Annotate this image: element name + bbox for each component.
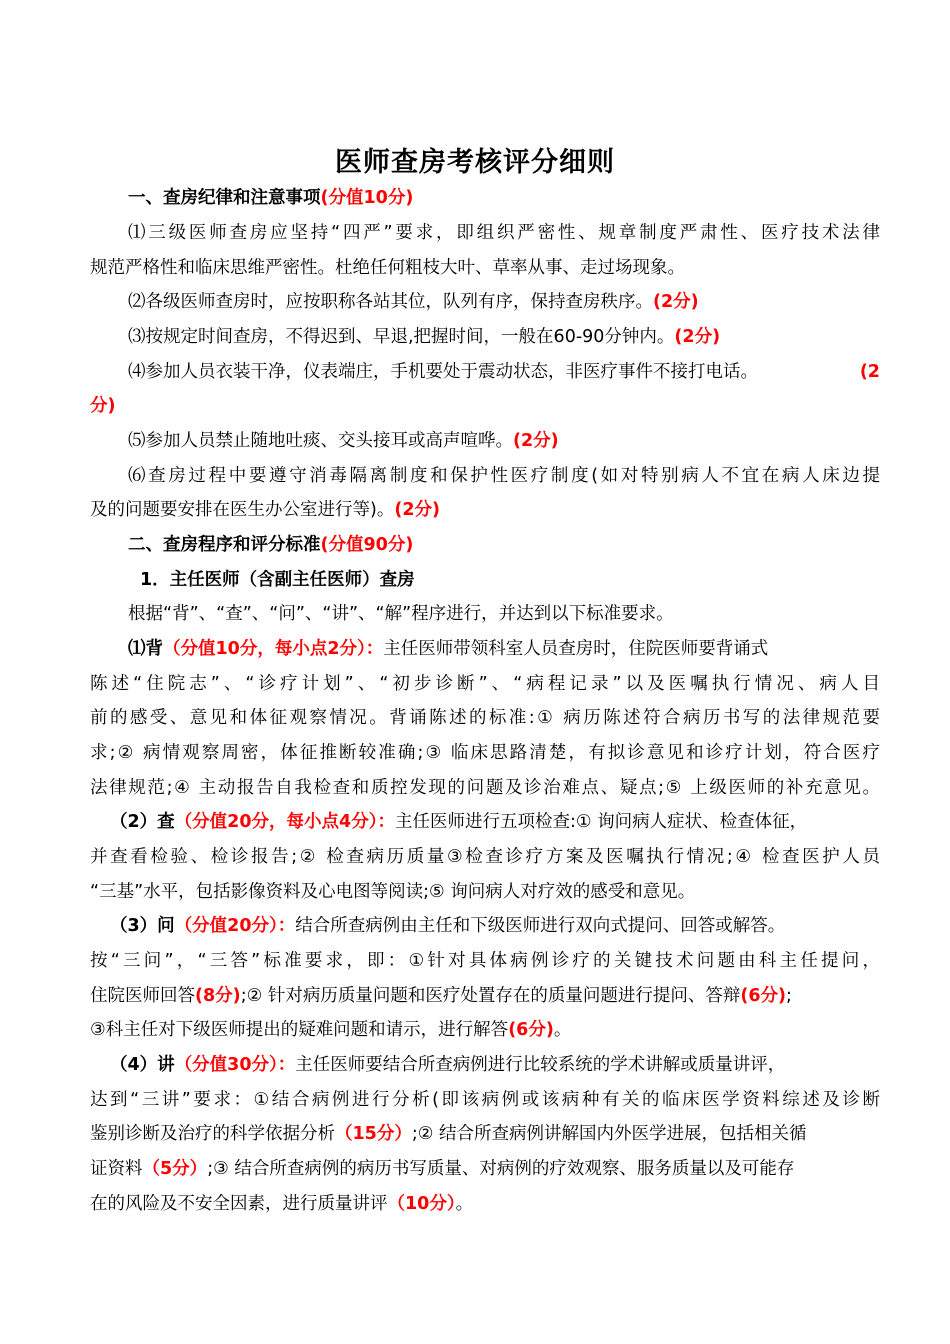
paragraph-text: 住院医师回答 bbox=[90, 986, 195, 1006]
item-label: （2）查 bbox=[110, 812, 175, 832]
paragraph-text: ⑶按规定时间查房，不得迟到、早退,把握时间，一般在60-90分钟内。 bbox=[128, 327, 675, 347]
score-text: （分值30分）： bbox=[174, 1055, 296, 1075]
paragraph-line: 达到“三讲”要求：①结合病例进行分析(即该病例或该病种有关的临床医学资料综述及诊断 bbox=[90, 1090, 880, 1110]
paragraph-line: ⑹查房过程中要遵守消毒隔离制度和保护性医疗制度(如对特别病人不宜在病人床边提 bbox=[128, 466, 880, 486]
score-text: (2 bbox=[859, 362, 880, 382]
item-label: （3）问 bbox=[110, 916, 175, 936]
paragraph-line: “三基”水平，包括影像资料及心电图等阅读;⑤ 询问病人对疗效的感受和意见。 bbox=[90, 882, 696, 902]
paragraph-line bbox=[110, 1053, 900, 1077]
paragraph-text: 主任医师进行五项检查:① 询问病人症状、检查体征， bbox=[394, 812, 808, 832]
score-text: (6分) bbox=[508, 1020, 554, 1040]
page-title: 医师查房考核评分细则 bbox=[335, 147, 615, 178]
paragraph-line bbox=[90, 1192, 880, 1216]
paragraph-line: 按“三问”，“三答”标准要求，即：①针对具体病例诊疗的关键技术问题由科主任提问， bbox=[90, 951, 880, 971]
paragraph-line bbox=[90, 1157, 880, 1181]
paragraph-line bbox=[128, 429, 918, 453]
score-text: (2分) bbox=[394, 500, 441, 520]
paragraph-line bbox=[128, 325, 918, 349]
paragraph-line: ⑴三级医师查房应坚持“四严”要求，即组织严密性、规章制度严肃性、医疗技术法律 bbox=[128, 223, 880, 243]
paragraph-text: 主任医师要结合所查病例进行比较系统的学术讲解或质量讲评， bbox=[295, 1055, 786, 1075]
paragraph-line bbox=[90, 984, 880, 1008]
score-text: (2分) bbox=[653, 292, 699, 312]
paragraph-line bbox=[128, 637, 918, 661]
paragraph-line bbox=[128, 290, 918, 314]
paragraph-line bbox=[128, 360, 880, 384]
score-text: (8分) bbox=[195, 986, 241, 1006]
score-text: (2分) bbox=[674, 327, 721, 347]
subsection-heading: 1．主任医师（含副主任医师）查房 bbox=[140, 570, 415, 590]
paragraph-text: ; bbox=[786, 986, 792, 1006]
section-heading-text: 一、查房纪律和注意事项 bbox=[128, 188, 321, 208]
score-text: （5分） bbox=[142, 1159, 208, 1179]
paragraph-text: 结合所查病例由主任和下级医师进行双向式提问、回答或解答。 bbox=[295, 916, 786, 936]
paragraph-text: ⑷参加人员衣装干净，仪表端庄，手机要处于震动状态，非医疗事件不接打电话。 bbox=[128, 362, 758, 382]
paragraph-line: 陈述“住院志”、“诊疗计划”、“初步诊断”、“病程记录”以及医嘱执行情况、病人目 bbox=[90, 674, 880, 694]
score-text: （分值20分）： bbox=[174, 916, 296, 936]
score-text: 分) bbox=[90, 396, 116, 416]
score-text: （分值10分，每小点2分）： bbox=[163, 639, 384, 659]
paragraph-text: 主任医师带领科室人员查房时，住院医师要背诵式 bbox=[383, 639, 769, 659]
paragraph-text: ⑵各级医师查房时，应按职称各站其位，队列有序，保持查房秩序。 bbox=[128, 292, 653, 312]
section-heading-text: 二、查房程序和评分标准 bbox=[128, 535, 321, 555]
paragraph-text: ;③ 结合所查病例的病历书写质量、对病例的疗效观察、服务质量以及可能存 bbox=[207, 1159, 795, 1179]
score-text: (6分) bbox=[740, 986, 787, 1006]
paragraph-line: 规范严格性和临床思维严密性。杜绝任何粗枝大叶、草率从事、走过场现象。 bbox=[90, 258, 685, 278]
section-1-heading bbox=[128, 186, 918, 210]
paragraph-text: ③科主任对下级医师提出的疑难问题和请示，进行解答 bbox=[90, 1020, 509, 1040]
section-2-heading bbox=[128, 533, 918, 557]
paragraph-line bbox=[110, 914, 900, 938]
paragraph-text: ;② 结合所查病例讲解国内外医学进展，包括相关循 bbox=[411, 1124, 807, 1144]
paragraph-line: 前的感受、意见和体征观察情况。背诵陈述的标准:① 病历陈述符合病历书写的法律规范要 bbox=[90, 708, 880, 728]
paragraph-text: ;② 针对病历质量问题和医疗处置存在的质量问题进行提问、答辩 bbox=[240, 986, 741, 1006]
paragraph-line: 求;② 病情观察周密，体征推断较准确;③ 临床思路清楚，有拟诊意见和诊疗计划，符合医疗 bbox=[90, 743, 880, 763]
paragraph-line bbox=[110, 810, 900, 834]
paragraph-text: ⑸参加人员禁止随地吐痰、交头接耳或高声喧哗。 bbox=[128, 431, 513, 451]
score-text: (分值10分) bbox=[320, 188, 414, 208]
item-label: （4）讲 bbox=[110, 1055, 175, 1075]
paragraph-text: 。 bbox=[553, 1020, 572, 1040]
paragraph-line: 法律规范;④ 主动报告自我检查和质控发现的问题及诊治难点、疑点;⑤ 上级医师的补充意见。 bbox=[90, 778, 880, 798]
paragraph-text: 。 bbox=[455, 1194, 474, 1214]
paragraph-line: 并查看检验、检诊报告;② 检查病历质量③检查诊疗方案及医嘱执行情况;④ 检查医护人员 bbox=[90, 847, 880, 867]
score-text: (2分) bbox=[513, 431, 559, 451]
score-text: (分值90分) bbox=[320, 535, 414, 555]
paragraph-text: 鉴别诊断及治疗的科学依据分析 bbox=[90, 1124, 335, 1144]
score-text: （10分） bbox=[387, 1194, 456, 1214]
paragraph-text: 在的风险及不安全因素，进行质量讲评 bbox=[90, 1194, 388, 1214]
paragraph-text: 及的问题要安排在医生办公室进行等)。 bbox=[90, 500, 395, 520]
item-label: ⑴背 bbox=[128, 639, 163, 659]
paragraph-line: 根据“背”、“查”、“问”、“讲”、“解”程序进行，并达到以下标准要求。 bbox=[128, 604, 674, 624]
paragraph-line bbox=[90, 1018, 880, 1042]
score-text: （15分） bbox=[335, 1124, 412, 1144]
paragraph-line bbox=[90, 394, 880, 418]
paragraph-line bbox=[90, 498, 880, 522]
score-text: （分值20分，每小点4分）： bbox=[174, 812, 395, 832]
paragraph-line bbox=[90, 1122, 880, 1146]
paragraph-text: 证资料 bbox=[90, 1159, 143, 1179]
